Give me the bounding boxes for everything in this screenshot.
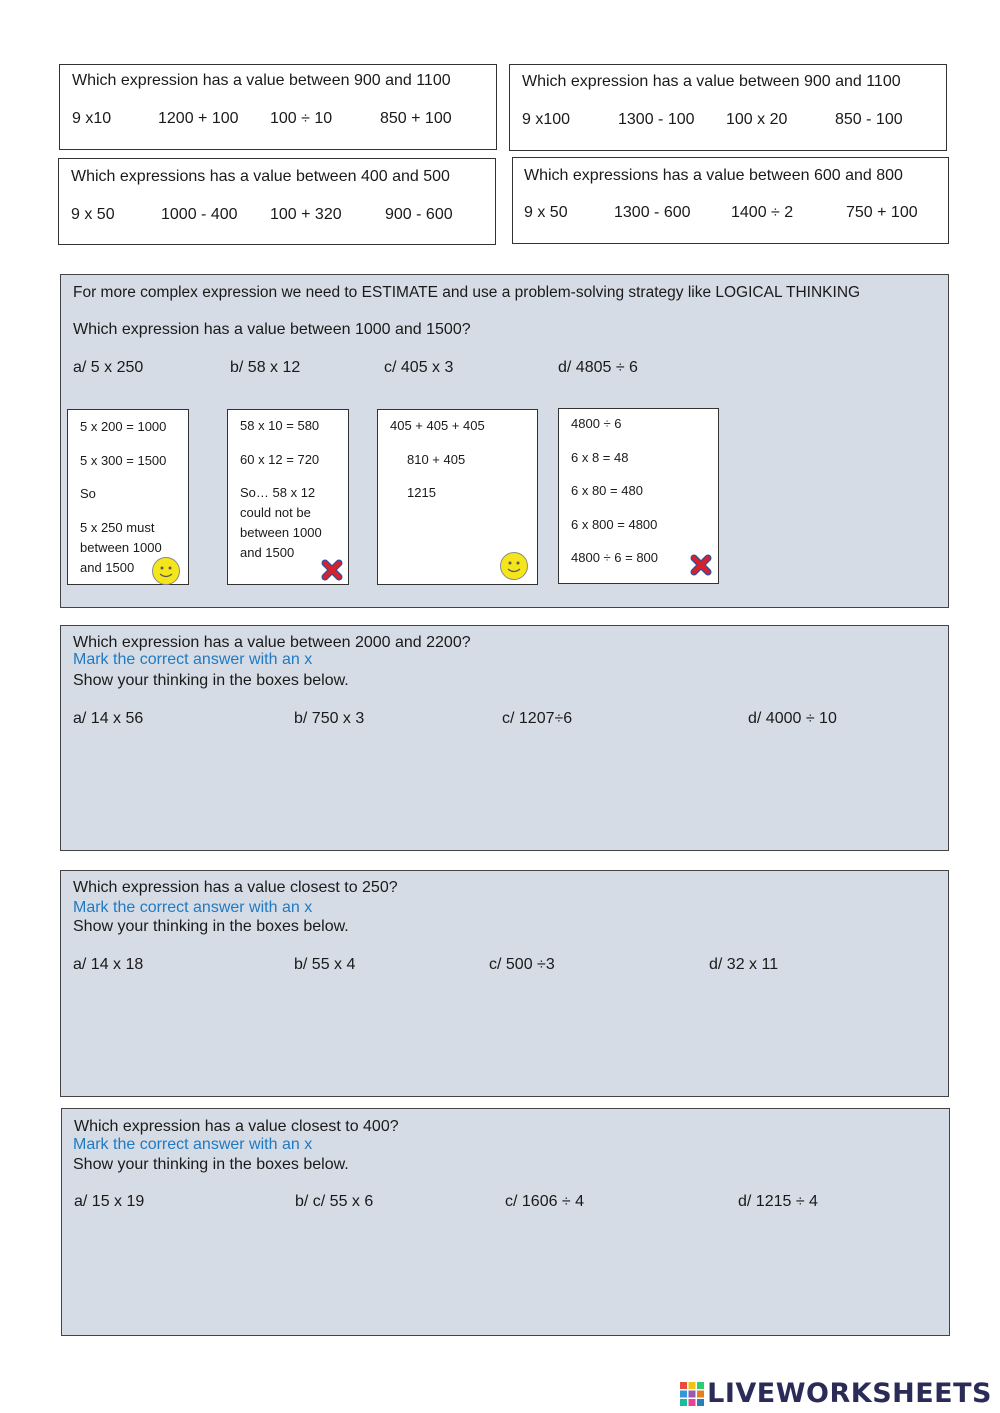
option-b[interactable]: 1300 - 100 (618, 111, 695, 128)
option-a[interactable]: 9 x 50 (71, 206, 115, 223)
work-line: So (80, 486, 96, 501)
task-option-a[interactable]: a/ 15 x 19 (74, 1193, 145, 1210)
task-show-thinking: Show your thinking in the boxes below. (73, 1156, 349, 1173)
task-option-b[interactable]: b/ 750 x 3 (294, 710, 365, 727)
example-intro: For more complex expression we need to ESTIMATE and use a problem-solving strategy like LOGICAL THINKING (73, 284, 861, 301)
task-show-thinking: Show your thinking in the boxes below. (73, 672, 349, 689)
work-line: 60 x 12 = 720 (240, 452, 320, 467)
work-line: 5 x 300 = 1500 (80, 453, 167, 468)
task-instruction: Mark the correct answer with an x (73, 1136, 313, 1153)
work-line: and 1500 (240, 545, 295, 560)
liveworksheets-logo-icon (679, 1381, 705, 1407)
question-text: Which expression has a value between 900 and 1100 (72, 72, 451, 89)
question-text: Which expressions has a value between 600 and 800 (524, 167, 903, 184)
work-line: and 1500 (80, 560, 135, 575)
task-question: Which expression has a value between 2000 and 2200? (73, 634, 471, 651)
work-line: So… 58 x 12 (240, 485, 316, 500)
task-option-d[interactable]: d/ 4000 ÷ 10 (748, 710, 837, 727)
work-line: 5 x 250 must (80, 520, 155, 535)
option-b[interactable]: 1000 - 400 (161, 206, 238, 223)
work-line: 4800 ÷ 6 (571, 416, 622, 431)
task-option-c[interactable]: c/ 1606 ÷ 4 (505, 1193, 585, 1210)
option-a[interactable]: 9 x10 (72, 110, 112, 127)
option-b[interactable]: 1300 - 600 (614, 204, 691, 221)
question-box-2 (509, 64, 947, 151)
work-line: 6 x 8 = 48 (571, 450, 629, 465)
work-line: 405 + 405 + 405 (390, 418, 485, 433)
work-line: 6 x 800 = 4800 (571, 517, 658, 532)
option-d[interactable]: 850 + 100 (380, 110, 452, 127)
work-line: 5 x 200 = 1000 (80, 419, 167, 434)
task-instruction: Mark the correct answer with an x (73, 899, 313, 916)
task-option-a[interactable]: a/ 14 x 56 (73, 710, 144, 727)
example-panel (60, 274, 949, 608)
work-box-b (227, 409, 349, 585)
work-line: between 1000 (80, 540, 162, 555)
question-text: Which expressions has a value between 400 and 500 (71, 168, 450, 185)
option-c[interactable]: 100 + 320 (270, 206, 342, 223)
task-show-thinking: Show your thinking in the boxes below. (73, 918, 349, 935)
option-d[interactable]: 750 + 100 (846, 204, 918, 221)
task-question: Which expression has a value closest to 400? (74, 1118, 399, 1135)
example-question: Which expression has a value between 1000 and 1500? (73, 321, 471, 338)
option-d[interactable]: 900 - 600 (385, 206, 453, 223)
task-option-b[interactable]: b/ 55 x 4 (294, 956, 356, 973)
example-option-a: a/ 5 x 250 (73, 359, 144, 376)
task-instruction: Mark the correct answer with an x (73, 651, 313, 668)
option-b[interactable]: 1200 + 100 (158, 110, 239, 127)
question-box-3 (58, 158, 496, 245)
question-box-1 (59, 64, 497, 150)
option-c[interactable]: 1400 ÷ 2 (731, 204, 794, 221)
work-line: 810 + 405 (407, 452, 466, 467)
example-option-d: d/ 4805 ÷ 6 (558, 359, 638, 376)
task-option-d[interactable]: d/ 1215 ÷ 4 (738, 1193, 818, 1210)
question-text: Which expression has a value between 900 and 1100 (522, 73, 901, 90)
smiley-icon (499, 551, 529, 581)
question-box-4 (512, 157, 949, 244)
option-a[interactable]: 9 x100 (522, 111, 571, 128)
option-a[interactable]: 9 x 50 (524, 204, 568, 221)
work-line: 4800 ÷ 6 = 800 (571, 550, 659, 565)
task-question: Which expression has a value closest to 250? (73, 879, 398, 896)
task-panel-2 (60, 870, 949, 1097)
work-line: 1215 (407, 485, 436, 500)
liveworksheets-brand: LIVEWORKSHEETS (707, 1378, 992, 1409)
option-c[interactable]: 100 x 20 (726, 111, 788, 128)
task-option-a[interactable]: a/ 14 x 18 (73, 956, 144, 973)
work-box-c (377, 409, 538, 585)
cross-icon (690, 554, 712, 576)
task-panel-3 (61, 1108, 950, 1336)
example-option-b: b/ 58 x 12 (230, 359, 301, 376)
work-line: 6 x 80 = 480 (571, 483, 643, 498)
task-option-c[interactable]: c/ 1207÷6 (502, 710, 573, 727)
option-d[interactable]: 850 - 100 (835, 111, 903, 128)
task-panel-1 (60, 625, 949, 851)
smiley-icon (151, 556, 181, 586)
work-line: 58 x 10 = 580 (240, 418, 320, 433)
liveworksheets-logo (679, 1378, 992, 1409)
task-option-c[interactable]: c/ 500 ÷3 (489, 956, 555, 973)
example-option-c: c/ 405 x 3 (384, 359, 454, 376)
option-c[interactable]: 100 ÷ 10 (270, 110, 333, 127)
cross-icon (321, 559, 343, 581)
work-line: between 1000 (240, 525, 322, 540)
task-option-b[interactable]: b/ c/ 55 x 6 (295, 1193, 374, 1210)
work-box-a (67, 409, 189, 585)
work-line: could not be (240, 505, 311, 520)
task-option-d[interactable]: d/ 32 x 11 (709, 956, 779, 973)
work-box-d (558, 408, 719, 584)
